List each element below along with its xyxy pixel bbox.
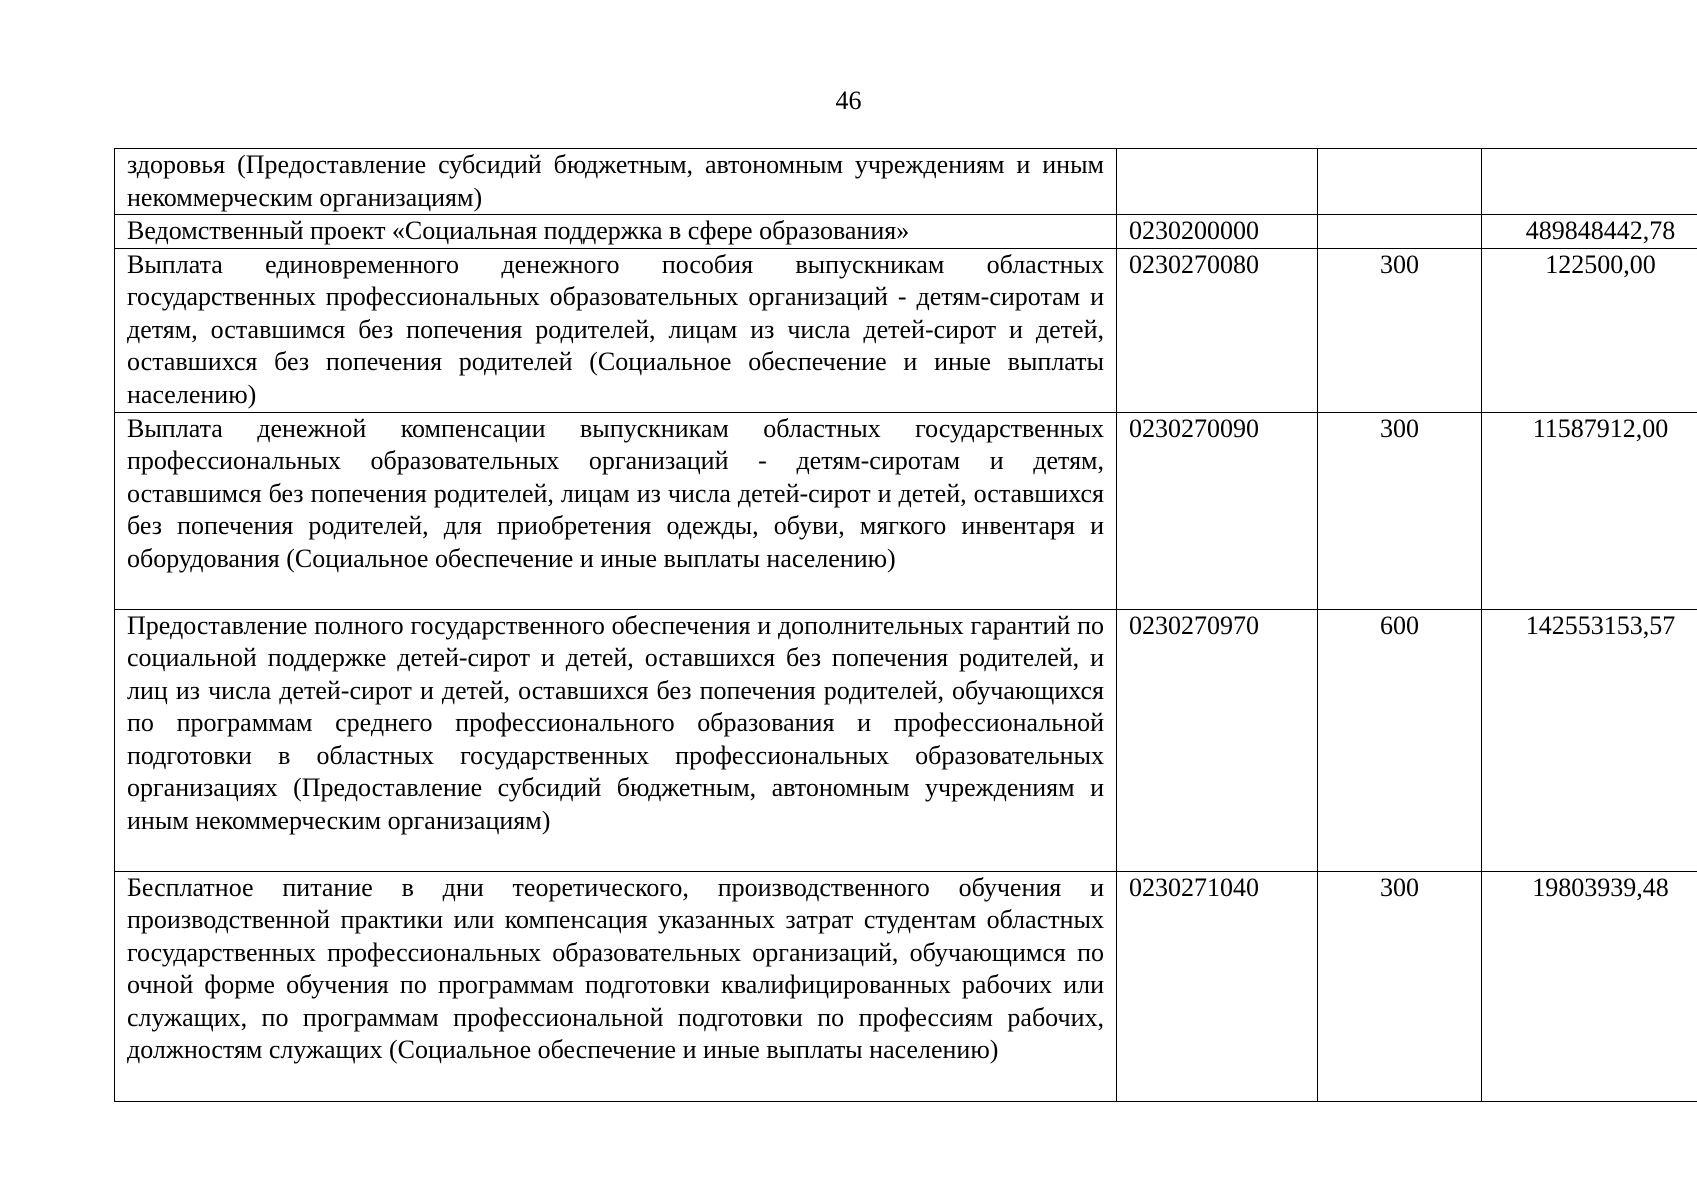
table-row bbox=[115, 412, 1697, 609]
target-article-code-cell: 0230200000 bbox=[1117, 215, 1318, 249]
table-row bbox=[115, 609, 1697, 871]
expense-type-code-cell bbox=[1318, 215, 1482, 249]
target-article-code-cell bbox=[1117, 149, 1318, 215]
row-name-cell: Выплата единовременного денежного пособия выпускникам областных государственных профессиональных образовательных организаций - детям-сиротам и детям, оставшимся без попечения родителей, лицам из числа детей-сирот и детей, оставшихся без попечения родителей (Социальное обеспечение и иные выплаты населению) bbox=[115, 248, 1117, 412]
amount-cell: 19803939,48 bbox=[1482, 871, 1697, 1101]
row-name-cell: Предоставление полного государственного обеспечения и дополнительных гарантий по социальной поддержке детей-сирот и детей, оставшихся без попечения родителей, и лиц из числа детей-сирот и детей, оставшихся без попечения родителей, обучающихся по программам среднего профессионального образования и профессиональной подготовки в областных государственных профессиональных образовательных организациях (Предоставление субсидий бюджетным, автономным учреждениям и иным некоммерческим организациям) bbox=[115, 609, 1117, 871]
budget-table bbox=[114, 148, 1697, 1102]
expense-type-code-cell bbox=[1318, 149, 1482, 215]
amount-cell: 489848442,78 bbox=[1482, 215, 1697, 249]
row-name-cell: Выплата денежной компенсации выпускникам областных государственных профессиональных образовательных организаций - детям-сиротам и детям, оставшимся без попечения родителей, лицам из числа детей-сирот и детей, оставшихся без попечения родителей, для приобретения одежды, обуви, мягкого инвентаря и оборудования (Социальное обеспечение и иные выплаты населению) bbox=[115, 412, 1117, 609]
table-row bbox=[115, 871, 1697, 1101]
expense-type-code-cell: 300 bbox=[1318, 412, 1482, 609]
table-row bbox=[115, 215, 1697, 249]
expense-type-code-cell: 600 bbox=[1318, 609, 1482, 871]
amount-cell: 142553153,57 bbox=[1482, 609, 1697, 871]
expense-type-code-cell: 300 bbox=[1318, 871, 1482, 1101]
target-article-code-cell: 0230270080 bbox=[1117, 248, 1318, 412]
page-number: 46 bbox=[835, 86, 862, 115]
amount-cell: 122500,00 bbox=[1482, 248, 1697, 412]
target-article-code-cell: 0230271040 bbox=[1117, 871, 1318, 1101]
expense-type-code-cell: 300 bbox=[1318, 248, 1482, 412]
target-article-code-cell: 0230270090 bbox=[1117, 412, 1318, 609]
row-name-cell: Ведомственный проект «Социальная поддержка в сфере образования» bbox=[115, 215, 1117, 249]
table-row bbox=[115, 248, 1697, 412]
target-article-code-cell: 0230270970 bbox=[1117, 609, 1318, 871]
amount-cell bbox=[1482, 149, 1697, 215]
table-row bbox=[115, 149, 1697, 215]
row-name-cell: здоровья (Предоставление субсидий бюджетным, автономным учреждениям и иным некоммерческим организациям) bbox=[115, 149, 1117, 215]
amount-cell: 11587912,00 bbox=[1482, 412, 1697, 609]
row-name-cell: Бесплатное питание в дни теоретического, производственного обучения и производственной практики или компенсация указанных затрат студентам областных государственных профессиональных образовательных организаций, обучающимся по очной форме обучения по программам подготовки квалифицированных рабочих или служащих, по программам профессиональной подготовки по профессиям рабочих, должностям служащих (Социальное обеспечение и иные выплаты населению) bbox=[115, 871, 1117, 1101]
